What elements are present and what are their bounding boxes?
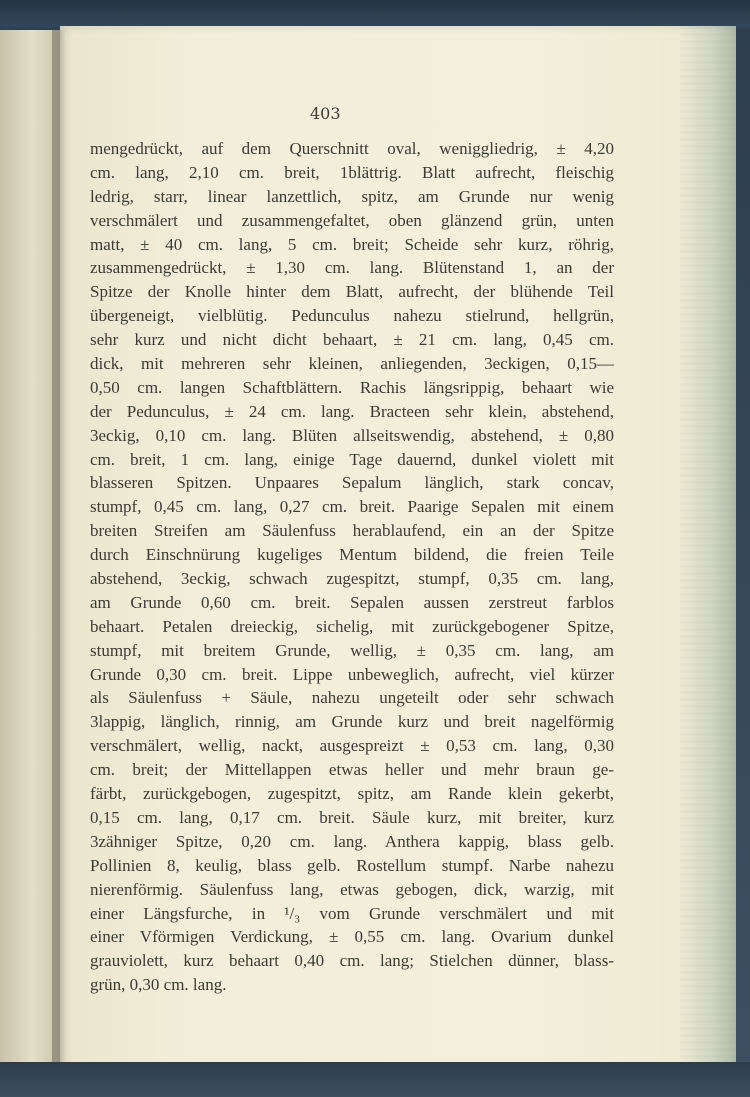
text-line: verschmälert und zusammengefaltet, oben glänzend grün, unten [90,210,614,230]
right-page [60,26,736,1070]
text-line: grauviolett, kurz behaart 0,40 cm. lang; Stielchen dünner, blass- [90,951,614,971]
text-line: Pollinien 8, keulig, blass gelb. Rostellum stumpf. Narbe nahezu [90,855,614,875]
text-line: stumpf, mit breitem Grunde, wellig, ± 0,35 cm. lang, am [90,640,614,660]
text-line: stumpf, 0,45 cm. lang, 0,27 cm. breit. Paarige Sepalen mit einem [90,497,614,517]
text-line: grün, 0,30 cm. lang. [90,975,227,995]
text-line: einer Vförmigen Verdickung, ± 0,55 cm. lang. Ovarium dunkel [90,927,614,947]
text-line: behaart. Petalen dreieckig, sichelig, mit zurückgebogener Spitze, [90,616,614,636]
text-line: färbt, zurückgebogen, zugespitzt, spitz, am Rande klein gekerbt, [90,784,614,804]
text-line: mengedrückt, auf dem Querschnitt oval, weniggliedrig, ± 4,20 [90,139,614,158]
text-line: matt, ± 40 cm. lang, 5 cm. breit; Scheide sehr kurz, röhrig, [90,234,614,254]
text-line: zusammengedrückt, ± 1,30 cm. lang. Blütenstand 1, an der [90,258,614,278]
text-line: übergeneigt, vielblütig. Pedunculus nahezu stielrund, hellgrün, [90,306,614,326]
text-line: 3lappig, länglich, rinnig, am Grunde kurz und breit nagelförmig [90,712,614,732]
text-line: blasseren Spitzen. Unpaares Sepalum länglich, stark concav, [90,473,614,493]
text-line: abstehend, 3eckig, schwach zugespitzt, stumpf, 0,35 cm. lang, [90,569,614,589]
text-line: als Säulenfuss + Säule, nahezu ungeteilt oder sehr schwach [90,688,614,708]
text-line: einer Längsfurche, in ¹/₃ vom Grunde verschmälert und mit [90,903,614,923]
text-line: 0,50 cm. langen Schaftblättern. Rachis längsrippig, behaart wie [90,377,614,397]
text-line: sehr kurz und nicht dicht behaart, ± 21 cm. lang, 0,45 cm. [90,330,614,350]
text-line: nierenförmig. Säulenfuss lang, etwas gebogen, dick, warzig, mit [90,879,614,899]
text-line: breiten Streifen am Säulenfuss herablaufend, ein an der Spitze [90,521,614,541]
text-line: 3eckig, 0,10 cm. lang. Blüten allseitswendig, abstehend, ± 0,80 [90,425,614,445]
text-line: dick, mit mehreren sehr kleinen, anliegenden, 3eckigen, 0,15— [90,354,614,374]
text-line: 0,15 cm. lang, 0,17 cm. breit. Säule kurz, mit breiter, kurz [90,807,614,827]
text-line: cm. breit, 1 cm. lang, einige Tage dauernd, dunkel violett mit [90,449,614,469]
text-line: Grunde 0,30 cm. breit. Lippe unbeweglich, aufrecht, viel kürzer [90,664,614,684]
page-number: 403 [310,104,341,123]
book-gutter-shadow [52,30,66,1070]
text-line: verschmälert, wellig, nackt, ausgespreizt ± 0,53 cm. lang, 0,30 [90,736,614,756]
text-line: cm. breit; der Mittellappen etwas heller und mehr braun ge- [90,760,614,780]
text-line: 3zähniger Spitze, 0,20 cm. lang. Anthera kappig, blass gelb. [90,831,614,851]
body-text [90,137,614,997]
text-line: der Pedunculus, ± 24 cm. lang. Bracteen sehr klein, abstehend, [90,401,614,421]
text-line: cm. lang, 2,10 cm. breit, 1blättrig. Blatt aufrecht, fleischig [90,162,614,182]
text-line: am Grunde 0,60 cm. breit. Sepalen aussen zerstreut farblos [90,592,614,612]
text-line: ledrig, starr, linear lanzettlich, spitz, am Grunde nur wenig [90,186,614,206]
text-line: Spitze der Knolle hinter dem Blatt, aufrecht, der blühende Teil [90,282,614,302]
page-stack-edge [680,26,736,1070]
book-cover-bottom [0,1062,750,1097]
text-line: durch Einschnürung kugeliges Mentum bildend, die freien Teile [90,545,614,565]
